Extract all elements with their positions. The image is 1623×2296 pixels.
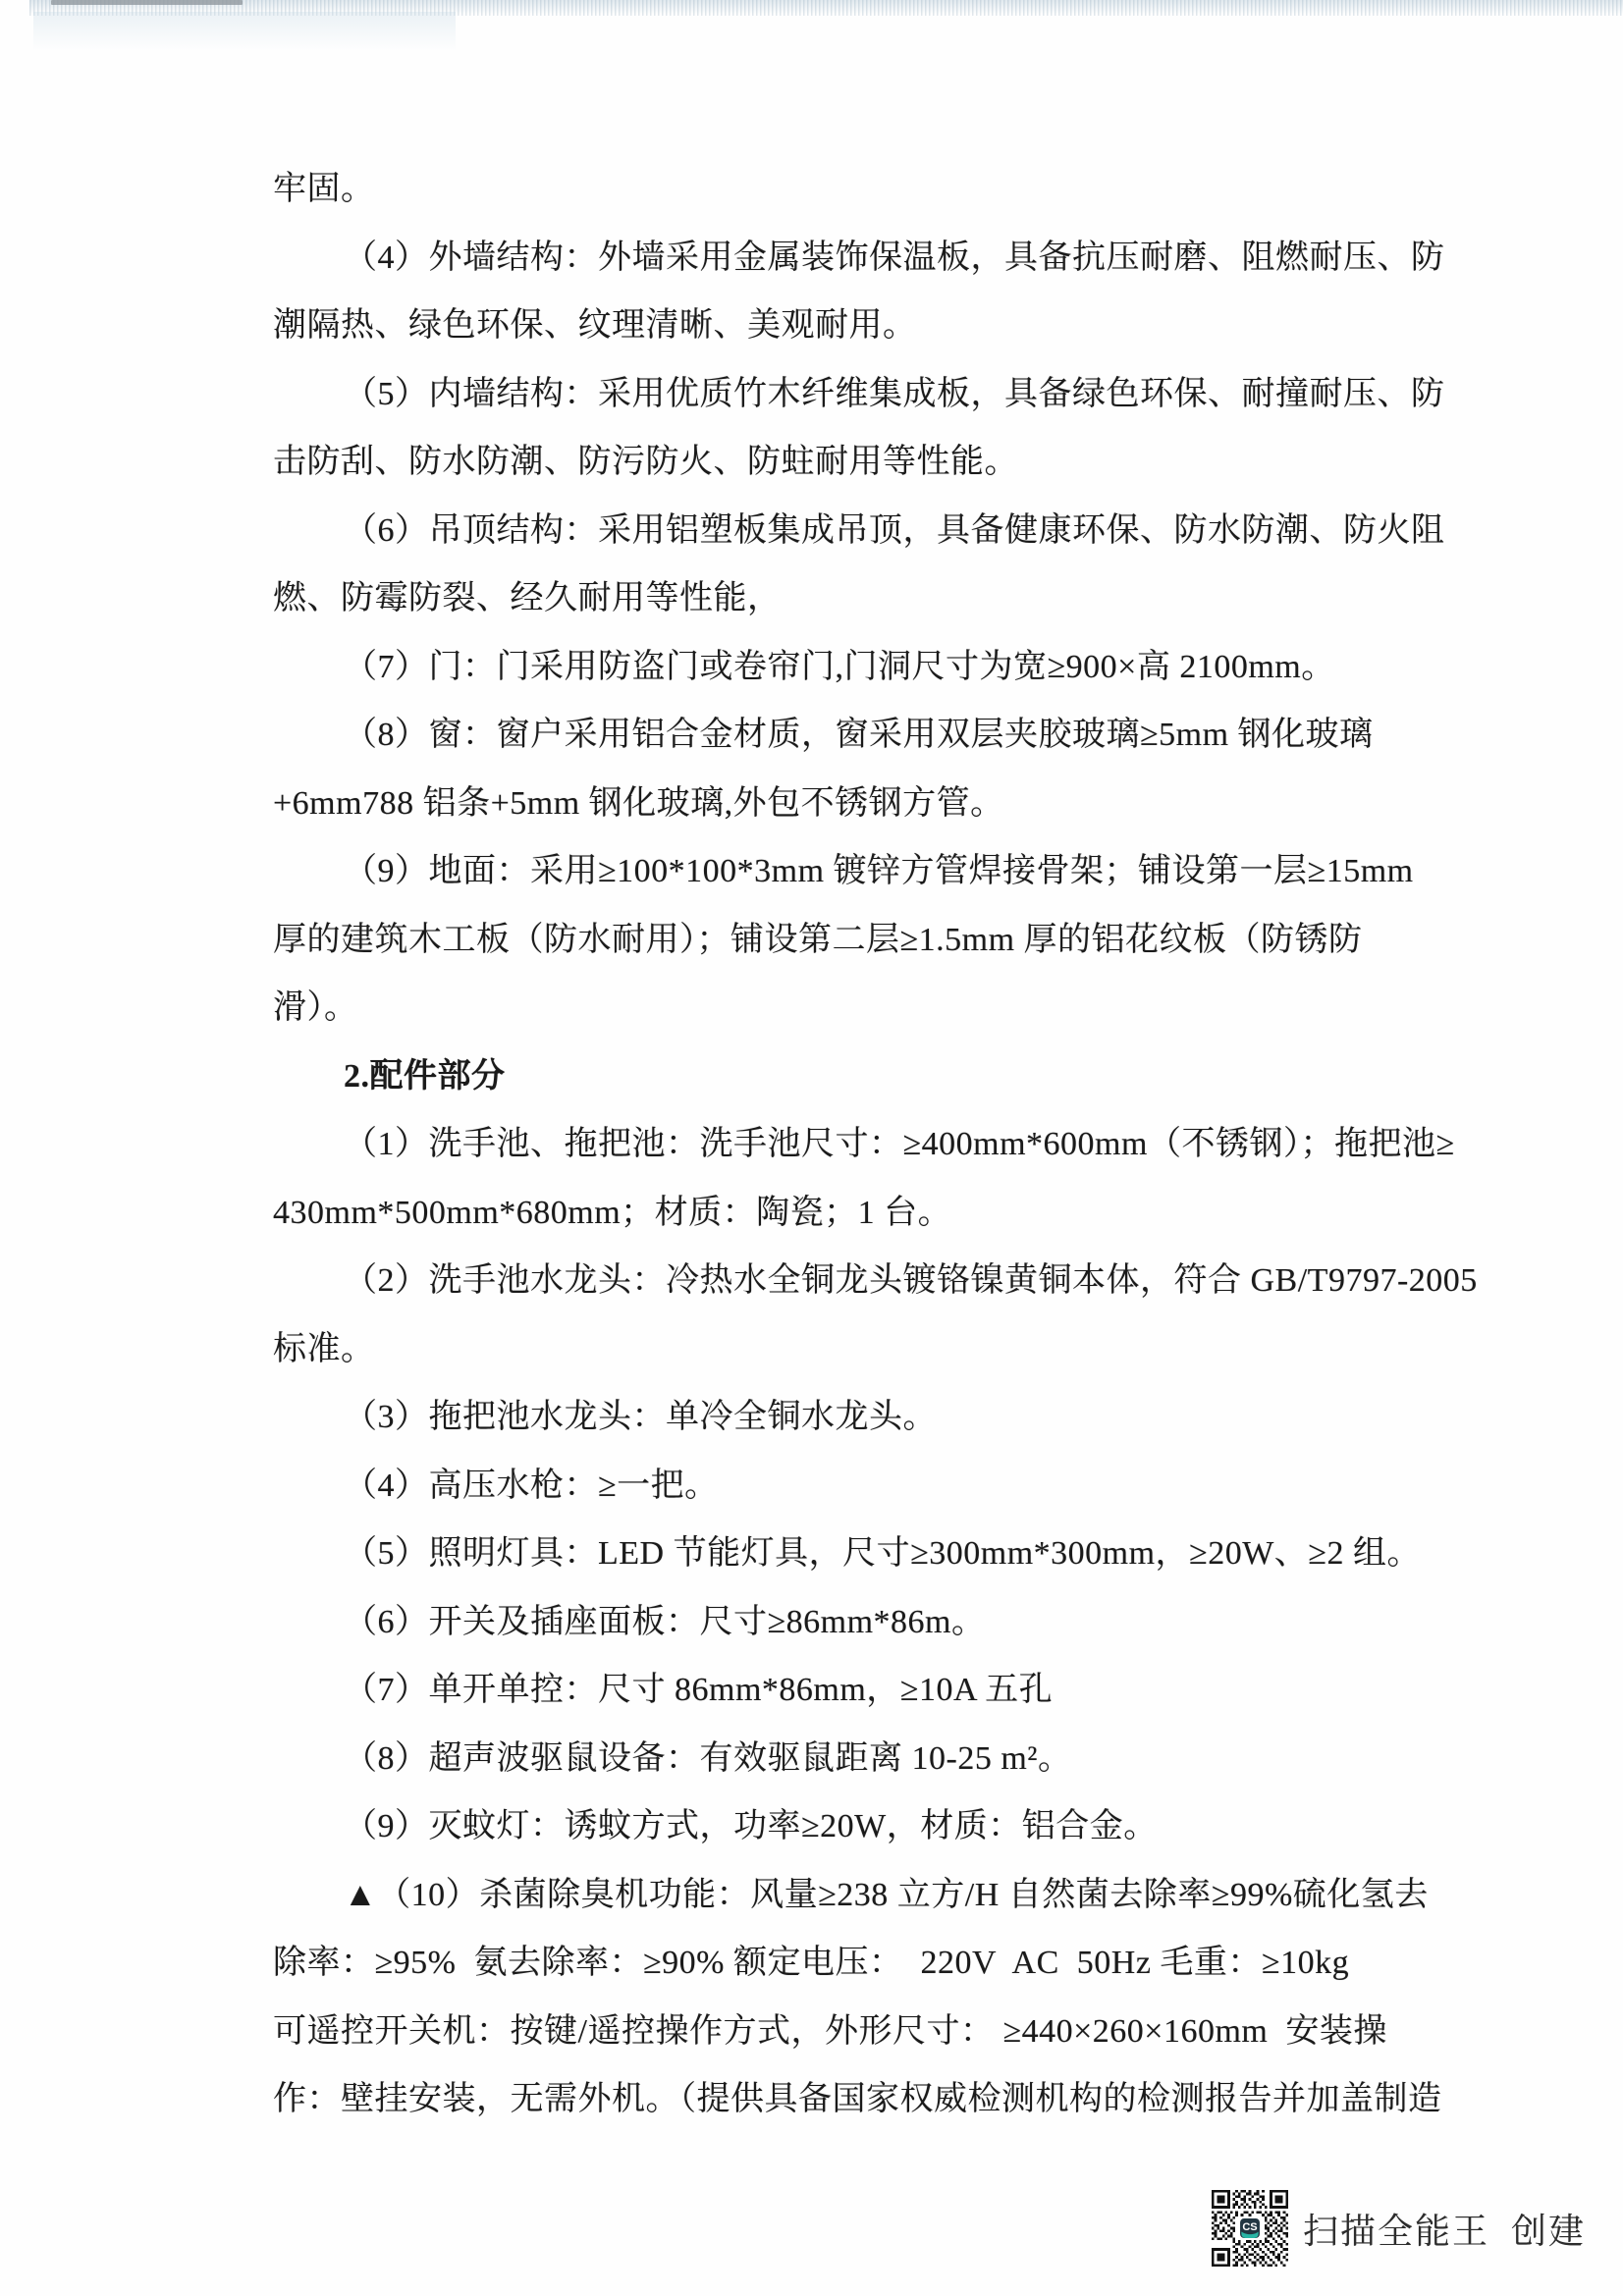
text-line: （6）吊顶结构：采用铝塑板集成吊顶，具备健康环保、防水防潮、防火阻 bbox=[344, 511, 1445, 549]
scanner-credit bbox=[1212, 2190, 1586, 2267]
text-line: （5）内墙结构：采用优质竹木纤维集成板，具备绿色环保、耐撞耐压、防 bbox=[344, 375, 1445, 412]
text-line: 430mm*500mm*680mm；材质：陶瓷；1 台。 bbox=[273, 1194, 952, 1231]
scan-edge-strip bbox=[51, 0, 243, 5]
qr-code-icon bbox=[1212, 2190, 1288, 2267]
scan-haze bbox=[33, 12, 456, 51]
text-line: （7）门：门采用防盗门或卷帘门,门洞尺寸为宽≥900×高 2100mm。 bbox=[344, 648, 1335, 685]
text-line: 2.配件部分 bbox=[344, 1057, 506, 1095]
camscanner-logo bbox=[1238, 2216, 1261, 2239]
text-line: （1）洗手池、拖把池：洗手池尺寸：≥400mm*600mm（不锈钢）；拖把池≥ bbox=[344, 1126, 1455, 1162]
svg-text:CS: CS bbox=[1242, 2221, 1258, 2234]
text-line: （2）洗手池水龙头：冷热水全铜龙头镀铬镍黄铜本体，符合 GB/T9797-2005 bbox=[344, 1262, 1478, 1299]
document-body bbox=[273, 155, 1478, 2134]
text-line: （3）拖把池水龙头：单冷全铜水龙头。 bbox=[344, 1399, 937, 1435]
text-line: 潮隔热、绿色环保、纹理清晰、美观耐用。 bbox=[273, 307, 917, 344]
text-line: 标准。 bbox=[273, 1330, 375, 1367]
text-line: +6mm788 铝条+5mm 钢化玻璃,外包不锈钢方管。 bbox=[273, 784, 1004, 822]
text-line: （4）高压水枪：≥一把。 bbox=[344, 1467, 719, 1504]
text-line: （9）地面：采用≥100*100*3mm 镀锌方管焊接骨架；铺设第一层≥15mm bbox=[344, 853, 1414, 889]
text-line: 牢固。 bbox=[273, 171, 375, 207]
text-line: （6）开关及插座面板：尺寸≥86mm*86m。 bbox=[344, 1603, 986, 1640]
scanner-credit-text: 扫描全能王 创建 bbox=[1303, 2211, 1587, 2251]
text-line: 厚的建筑木工板（防水耐用）；铺设第二层≥1.5mm 厚的铝花纹板（防锈防 bbox=[273, 921, 1363, 958]
text-line: 可遥控开关机：按键/遥控操作方式，外形尺寸： ≥440×260×160mm 安装操 bbox=[273, 2012, 1387, 2050]
text-line: ▲（10）杀菌除臭机功能：风量≥238 立方/H 自然菌去除率≥99%硫化氢去 bbox=[344, 1876, 1429, 1913]
text-line: （7）单开单控：尺寸 86mm*86mm，≥10A 五孔 bbox=[344, 1672, 1054, 1708]
text-line: （8）窗：窗户采用铝合金材质，窗采用双层夹胶玻璃≥5mm 钢化玻璃 bbox=[344, 717, 1374, 753]
text-line: （9）灭蚊灯：诱蚊方式，功率≥20W，材质：铝合金。 bbox=[344, 1808, 1158, 1844]
text-line: 滑）。 bbox=[273, 989, 358, 1026]
text-line: （8）超声波驱鼠设备：有效驱鼠距离 10-25 m²。 bbox=[344, 1739, 1072, 1777]
text-line: 燃、防霉防裂、经久耐用等性能， bbox=[273, 580, 782, 616]
text-line: 作：壁挂安装，无需外机。（提供具备国家权威检测机构的检测报告并加盖制造 bbox=[273, 2081, 1442, 2117]
text-line: （5）照明灯具：LED 节能灯具，尺寸≥300mm*300mm，≥20W、≥2 组。 bbox=[344, 1535, 1421, 1572]
text-line: 击防刮、防水防潮、防污防火、防蛀耐用等性能。 bbox=[273, 444, 1018, 480]
text-line: 除率：≥95% 氨去除率：≥90% 额定电压： 220V AC 50Hz 毛重：≥10kg bbox=[273, 1945, 1350, 1981]
text-line: （4）外墙结构：外墙采用金属装饰保温板，具备抗压耐磨、阻燃耐压、防 bbox=[344, 239, 1445, 276]
